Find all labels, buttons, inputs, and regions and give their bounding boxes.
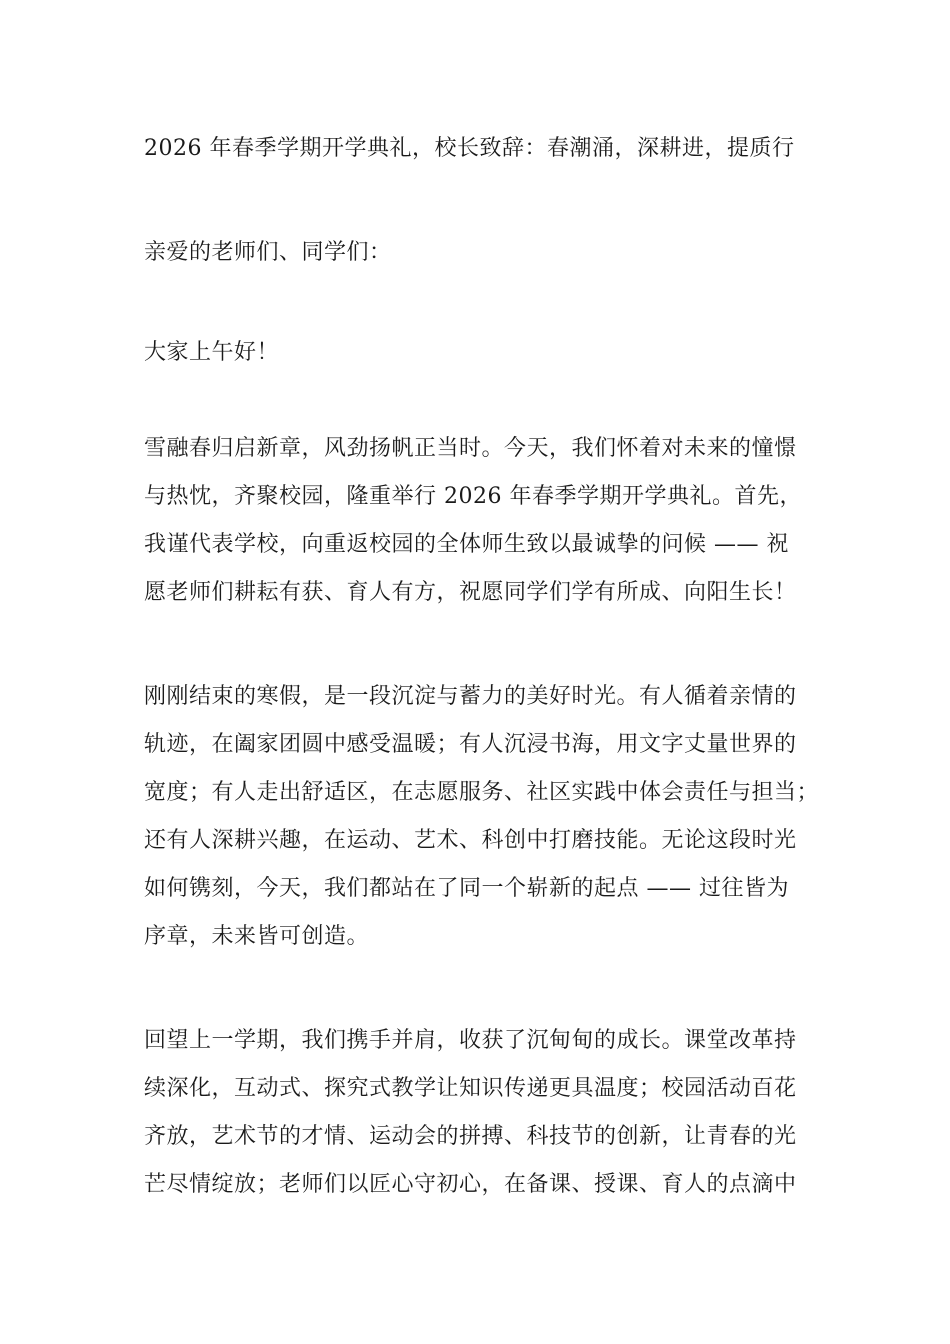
greeting: 大家上午好！ xyxy=(144,340,280,365)
salutation: 亲爱的老师们、同学们： xyxy=(144,240,392,265)
paragraph-line: 愿老师们耕耘有获、育人有方，祝愿同学们学有所成、向阳生长！ xyxy=(144,580,797,605)
paragraph-line: 我谨代表学校，向重返校园的全体师生致以最诚挚的问候 —— 祝 xyxy=(144,532,789,557)
paragraph-line: 续深化，互动式、探究式教学让知识传递更具温度；校园活动百花 xyxy=(144,1076,797,1101)
paragraph-line: 芒尽情绽放；老师们以匠心守初心，在备课、授课、育人的点滴中 xyxy=(144,1172,797,1197)
paragraph-line: 雪融春归启新章，风劲扬帆正当时。今天，我们怀着对未来的憧憬 xyxy=(144,436,797,461)
paragraph-line: 宽度；有人走出舒适区，在志愿服务、社区实践中体会责任与担当； xyxy=(144,780,820,805)
paragraph-line: 刚刚结束的寒假，是一段沉淀与蓄力的美好时光。有人循着亲情的 xyxy=(144,684,797,709)
paragraph-line: 序章，未来皆可创造。 xyxy=(144,924,370,949)
paragraph-line: 回望上一学期，我们携手并肩，收获了沉甸甸的成长。课堂改革持 xyxy=(144,1028,797,1053)
paragraph-line: 还有人深耕兴趣，在运动、艺术、科创中打磨技能。无论这段时光 xyxy=(144,828,797,853)
paragraph-line: 齐放，艺术节的才情、运动会的拼搏、科技节的创新，让青春的光 xyxy=(144,1124,797,1149)
paragraph-line: 如何镌刻，今天，我们都站在了同一个崭新的起点 —— 过往皆为 xyxy=(144,876,789,901)
paragraph-line: 与热忱，齐聚校园，隆重举行 2026 年春季学期开学典礼。首先， xyxy=(144,484,802,509)
paragraph-line: 轨迹，在阖家团圆中感受温暖；有人沉浸书海，用文字丈量世界的 xyxy=(144,732,797,757)
document-title: 2026 年春季学期开学典礼，校长致辞：春潮涌，深耕进，提质行 xyxy=(144,136,795,161)
